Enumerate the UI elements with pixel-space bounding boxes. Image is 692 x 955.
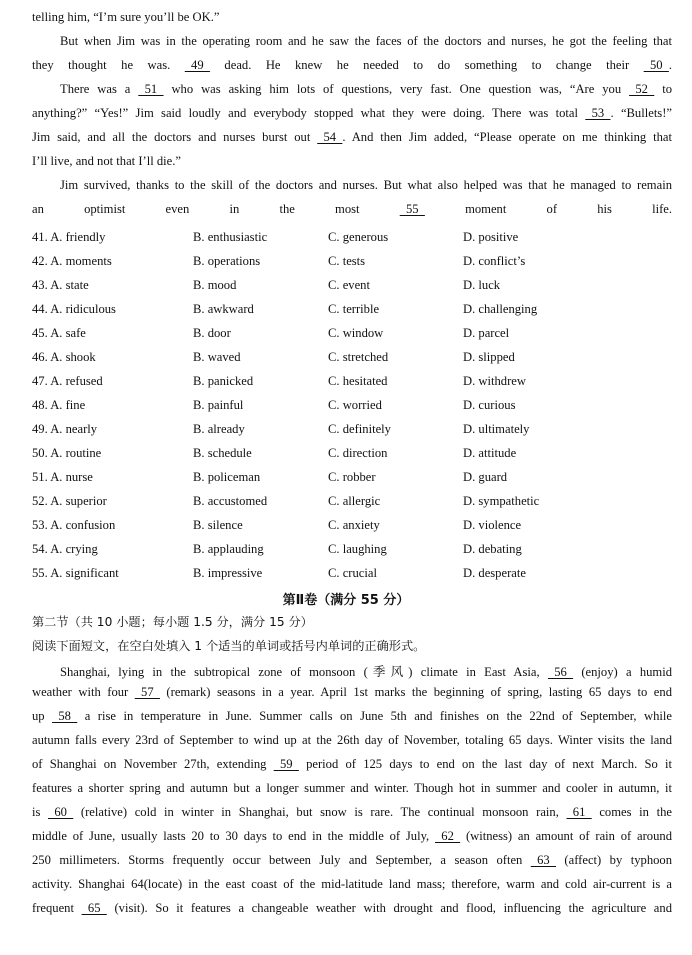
line-text: a rise in temperature in June. Summer calls on June 5th and finishes on the 22nd of September, while bbox=[77, 709, 672, 723]
question-row bbox=[32, 350, 672, 374]
question-row bbox=[32, 494, 672, 518]
answer-blank: 57 bbox=[134, 685, 160, 699]
option-d: D. withdrew bbox=[463, 374, 526, 388]
passage-line bbox=[32, 853, 672, 868]
option-b: B. waved bbox=[193, 350, 241, 364]
option-c: C. anxiety bbox=[328, 518, 380, 532]
question-row bbox=[32, 422, 672, 446]
answer-blank: 52 bbox=[629, 82, 655, 96]
option-b: B. enthusiastic bbox=[193, 230, 268, 244]
answer-blank: 51 bbox=[138, 82, 164, 96]
line-text: . “Bullets!” bbox=[610, 106, 672, 120]
option-c: C. event bbox=[328, 278, 370, 292]
line-text: of Shanghai on November 27th, extending bbox=[32, 757, 274, 771]
option-d: D. desperate bbox=[463, 566, 526, 580]
option-c: C. terrible bbox=[328, 302, 380, 316]
option-a: 52. A. superior bbox=[32, 494, 107, 508]
option-c: C. generous bbox=[328, 230, 389, 244]
option-c: C. crucial bbox=[328, 566, 377, 580]
answer-blank: 58 bbox=[52, 709, 78, 723]
line-text: . And then Jim added, “Please operate on me thinking that bbox=[342, 130, 672, 144]
line-text: (enjoy) a humid bbox=[573, 665, 673, 679]
option-d: D. attitude bbox=[463, 446, 517, 460]
option-a: 51. A. nurse bbox=[32, 470, 93, 484]
option-c: C. laughing bbox=[328, 542, 387, 556]
option-b: B. painful bbox=[193, 398, 244, 412]
passage-line: telling him, “I’m sure you’ll be OK.” bbox=[32, 10, 220, 24]
question-row bbox=[32, 398, 672, 422]
option-a: 44. A. ridiculous bbox=[32, 302, 116, 316]
line-text: to bbox=[654, 82, 672, 96]
option-d: D. challenging bbox=[463, 302, 538, 316]
question-row bbox=[32, 566, 672, 590]
option-c: C. direction bbox=[328, 446, 388, 460]
option-b: B. mood bbox=[193, 278, 237, 292]
passage-line bbox=[32, 202, 672, 217]
option-b: B. already bbox=[193, 422, 245, 436]
line-text: (relative) cold in winter in Shanghai, but snow is rare. The continual monsoon rain, bbox=[73, 805, 567, 819]
passage-line bbox=[60, 661, 672, 680]
option-b: B. policeman bbox=[193, 470, 261, 484]
question-row bbox=[32, 542, 672, 566]
option-d: D. debating bbox=[463, 542, 522, 556]
option-a: 46. A. shook bbox=[32, 350, 96, 364]
option-c: C. tests bbox=[328, 254, 366, 268]
answer-blank: 60 bbox=[48, 805, 74, 819]
option-d: D. curious bbox=[463, 398, 516, 412]
option-a: 43. A. state bbox=[32, 278, 89, 292]
option-a: 49. A. nearly bbox=[32, 422, 98, 436]
option-c: C. hesitated bbox=[328, 374, 388, 388]
passage-line bbox=[32, 757, 672, 772]
option-a: 41. A. friendly bbox=[32, 230, 106, 244]
option-c: C. robber bbox=[328, 470, 376, 484]
option-a: 53. A. confusion bbox=[32, 518, 116, 532]
section-2-instruction: 阅读下面短文，在空白处填入 1 个适当的单词或括号内单词的正确形式。 bbox=[32, 639, 426, 653]
answer-blank: 65 bbox=[81, 901, 107, 915]
line-text: (remark) seasons in a year. April 1st marks the beginning of spring, lasting 65 days to end bbox=[159, 685, 672, 699]
line-text: Jim said, and all the doctors and nurses burst out bbox=[32, 130, 318, 144]
option-b: B. awkward bbox=[193, 302, 254, 316]
line-text: is bbox=[32, 805, 49, 819]
option-a: 45. A. safe bbox=[32, 326, 86, 340]
option-d: D. sympathetic bbox=[463, 494, 540, 508]
option-c: C. window bbox=[328, 326, 384, 340]
line-text: anything?” “Yes!” Jim said loudly and everybody stopped what they were doing. There was total bbox=[32, 106, 586, 120]
line-text: 250 millimeters. Storms frequently occur between July and September, a season often bbox=[32, 853, 531, 867]
option-d: D. slipped bbox=[463, 350, 515, 364]
passage-line bbox=[32, 685, 672, 700]
answer-blank: 63 bbox=[530, 853, 556, 867]
option-b: B. silence bbox=[193, 518, 243, 532]
question-row bbox=[32, 278, 672, 302]
option-b: B. applauding bbox=[193, 542, 264, 556]
passage-line bbox=[60, 82, 672, 97]
line-text: (affect) by typhoon bbox=[555, 853, 673, 867]
answer-blank: 55 bbox=[399, 202, 425, 216]
option-c: C. stretched bbox=[328, 350, 389, 364]
line-text: who was asking him lots of questions, very fast. One question was, “Are you bbox=[163, 82, 630, 96]
passage-line: Jim survived, thanks to the skill of the doctors and nurses. But what also helped was that he managed to remain bbox=[60, 178, 672, 192]
passage-line bbox=[32, 130, 672, 145]
option-b: B. impressive bbox=[193, 566, 263, 580]
line-text: an optimist even in the most bbox=[32, 202, 400, 216]
option-a: 54. A. crying bbox=[32, 542, 98, 556]
option-d: D. guard bbox=[463, 470, 508, 484]
option-d: D. conflict’s bbox=[463, 254, 526, 268]
option-c: C. allergic bbox=[328, 494, 381, 508]
answer-blank: 53 bbox=[585, 106, 611, 120]
answer-blank: 49 bbox=[184, 58, 210, 72]
option-b: B. accustomed bbox=[193, 494, 268, 508]
line-text: Shanghai, lying in the subtropical zone of monsoon (季风) climate in East Asia, bbox=[60, 665, 548, 679]
section-2-heading: 第二节（共 10 小题；每小题 1.5 分，满分 15 分） bbox=[32, 615, 313, 629]
option-d: D. positive bbox=[463, 230, 519, 244]
option-d: D. luck bbox=[463, 278, 501, 292]
option-a: 48. A. fine bbox=[32, 398, 86, 412]
line-text: up bbox=[32, 709, 53, 723]
option-a: 42. A. moments bbox=[32, 254, 112, 268]
line-text: dead. He knew he needed to do something to change their bbox=[209, 58, 644, 72]
passage-line: features a shorter spring and autumn but a longer summer and winter. Though hot in summer and cooler in autumn, it bbox=[32, 781, 672, 795]
question-row bbox=[32, 326, 672, 350]
answer-blank: 54 bbox=[317, 130, 343, 144]
option-b: B. operations bbox=[193, 254, 261, 268]
passage-line bbox=[32, 106, 672, 121]
answer-blank: 61 bbox=[566, 805, 592, 819]
line-text: they thought he was. bbox=[32, 58, 185, 72]
line-text: There was a bbox=[60, 82, 139, 96]
passage-line bbox=[32, 58, 672, 73]
passage-line: activity. Shanghai 64(locate) in the east coast of the mid-latitude land mass; therefore, warm and cold air-current is a bbox=[32, 877, 672, 891]
line-text: (visit). So it features a changeable weather with drought and flood, influencing the agriculture and bbox=[106, 901, 672, 915]
answer-blank: 50 bbox=[643, 58, 669, 72]
option-a: 47. A. refused bbox=[32, 374, 103, 388]
passage-line: autumn falls every 23rd of September to wind up at the 26th day of November, totaling 65 days. Winter visits the land bbox=[32, 733, 672, 747]
option-a: 55. A. significant bbox=[32, 566, 119, 580]
question-row bbox=[32, 470, 672, 494]
question-row bbox=[32, 518, 672, 542]
option-a: 50. A. routine bbox=[32, 446, 102, 460]
question-row bbox=[32, 374, 672, 398]
passage-line bbox=[32, 805, 672, 820]
passage-line: But when Jim was in the operating room and he saw the faces of the doctors and nurses, he got the feeling that bbox=[60, 34, 672, 48]
option-d: D. ultimately bbox=[463, 422, 530, 436]
option-d: D. violence bbox=[463, 518, 522, 532]
line-text: period of 125 days to end on the last day of next March. So it bbox=[298, 757, 673, 771]
answer-blank: 56 bbox=[547, 665, 574, 679]
passage-line: I’ll live, and not that I’ll die.” bbox=[32, 154, 181, 168]
option-b: B. panicked bbox=[193, 374, 254, 388]
option-c: C. worried bbox=[328, 398, 382, 412]
section-2-title: 第Ⅱ卷（满分 55 分） bbox=[282, 593, 410, 608]
question-row bbox=[32, 302, 672, 326]
passage-line bbox=[32, 709, 672, 724]
answer-blank: 59 bbox=[273, 757, 299, 771]
question-row bbox=[32, 230, 672, 254]
option-c: C. definitely bbox=[328, 422, 391, 436]
question-row bbox=[32, 254, 672, 278]
line-text: comes in the bbox=[591, 805, 672, 819]
option-b: B. schedule bbox=[193, 446, 252, 460]
line-text: frequent bbox=[32, 901, 82, 915]
option-d: D. parcel bbox=[463, 326, 510, 340]
line-text: . bbox=[668, 58, 672, 72]
answer-blank: 62 bbox=[434, 829, 461, 843]
line-text: weather with four bbox=[32, 685, 135, 699]
option-b: B. door bbox=[193, 326, 231, 340]
passage-line bbox=[32, 829, 672, 844]
line-text: middle of June, usually lasts 20 to 30 days to end in the middle of July, bbox=[32, 829, 435, 843]
passage-line bbox=[32, 901, 672, 916]
question-row bbox=[32, 446, 672, 470]
line-text: (witness) an amount of rain of around bbox=[460, 829, 672, 843]
line-text: moment of his life. bbox=[424, 202, 672, 216]
